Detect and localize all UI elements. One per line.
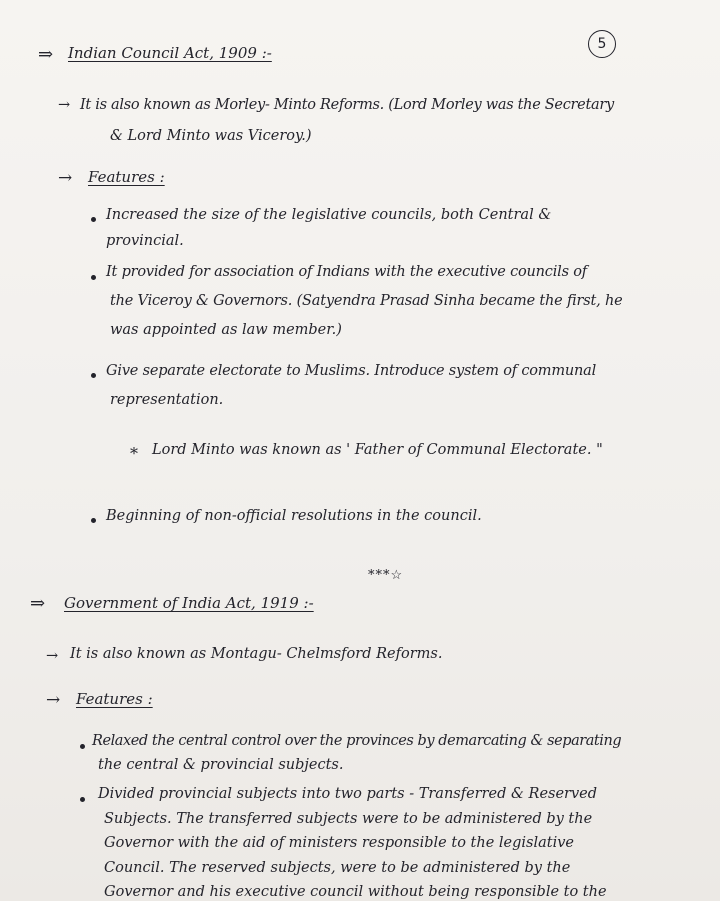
- section1-features-arrow-icon: →: [58, 168, 73, 188]
- section1-features-label: Features :: [88, 168, 165, 186]
- section2-features-label: Features :: [76, 690, 153, 708]
- section1-heading: Indian Council Act, 1909 :-: [68, 44, 272, 62]
- s2-bullet1-line1: Relaxed the central control over the provinces by demarcating & separating: [92, 733, 622, 749]
- s1-bullet2-line3: was appointed as law member.): [110, 322, 342, 338]
- s1-bullet1-line2: provincial.: [106, 233, 184, 249]
- s1-bullet4: Beginning of non-official resolutions in the council.: [106, 508, 482, 524]
- s1-note: Lord Minto was known as ' Father of Communal Electorate. ": [152, 442, 603, 458]
- bullet-dot: [91, 373, 96, 378]
- s2-bullet2-line1: Divided provincial subjects into two parts - Transferred & Reserved: [98, 786, 598, 802]
- s1-bullet3-line2: representation.: [110, 392, 224, 408]
- section1-intro-line2: & Lord Minto was Viceroy.): [110, 128, 312, 144]
- s1-bullet2-line1: It provided for association of Indians with the executive councils of: [106, 264, 587, 280]
- section1-intro-line1: It is also known as Morley- Minto Reforms. (Lord Morley was the Secretary: [80, 97, 614, 113]
- s2-bullet2-line4: Council. The reserved subjects, were to be administered by the: [104, 860, 571, 876]
- section2-intro: It is also known as Montagu- Chelmsford Reforms.: [70, 646, 443, 662]
- page-number-circle: [588, 30, 616, 58]
- section2-arrow-icon: ⇒: [30, 593, 46, 614]
- s1-bullet1-line1: Increased the size of the legislative councils, both Central &: [106, 207, 552, 223]
- s2-bullet2-line5: Governor and his executive council without being responsible to the: [104, 884, 607, 900]
- section2-intro-arrow-icon: →: [46, 648, 59, 664]
- page-number: 5: [597, 36, 607, 52]
- section2-features-arrow-icon: →: [46, 690, 61, 710]
- bullet-dot: [80, 744, 85, 749]
- star-icon: *: [130, 444, 138, 463]
- bullet-dot: [91, 518, 96, 523]
- s1-bullet3-line1: Give separate electorate to Muslims. Introduce system of communal: [106, 363, 597, 379]
- s2-bullet1-line2: the central & provincial subjects.: [98, 757, 344, 773]
- bullet-dot: [91, 275, 96, 280]
- bullet-dot: [91, 217, 96, 222]
- section1-intro-arrow-icon: →: [58, 97, 71, 113]
- s2-bullet2-line2: Subjects. The transferred subjects were to be administered by the: [104, 811, 593, 827]
- section1-arrow-icon: ⇒: [38, 44, 54, 65]
- divider-stars: ***☆: [368, 568, 404, 583]
- section2-heading: Government of India Act, 1919 :-: [64, 594, 314, 612]
- bullet-dot: [80, 797, 85, 802]
- s1-bullet2-line2: the Viceroy & Governors. (Satyendra Prasad Sinha became the first, he: [110, 293, 623, 309]
- s2-bullet2-line3: Governor with the aid of ministers responsible to the legislative: [104, 835, 574, 851]
